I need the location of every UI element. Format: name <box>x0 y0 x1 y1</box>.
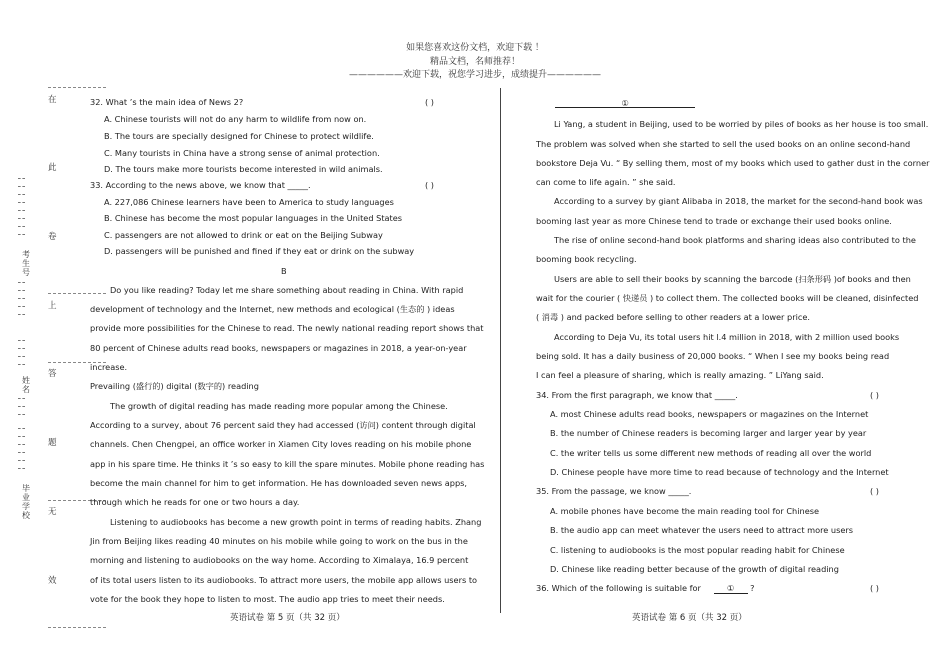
q34-stem: 34. From the first paragraph, we know that _____. <box>536 390 738 400</box>
heading-blank <box>555 98 695 108</box>
passage-line: booming book recycling. <box>536 254 637 264</box>
exam-number-label: 考生号 <box>22 250 30 277</box>
q32-option-a: A. Chinese tourists will not do any harm to wildlife from now on. <box>104 114 367 124</box>
passage-b-line: According to a survey, about 76 percent said they had accessed (访问) content through digital <box>90 420 476 430</box>
passage-line: Li Yang, a student in Beijing, used to be worried by piles of books as her house is too small. <box>554 119 929 129</box>
binding-mark: 卷 <box>48 232 57 242</box>
binding-mark: 答 <box>48 369 57 379</box>
q33-stem: 33. According to the news above, we know that _____. <box>90 180 311 190</box>
name-label: 姓名 <box>22 376 30 394</box>
margin-dash <box>48 293 106 294</box>
q35-option-d: D. Chinese like reading better because of the growth of digital reading <box>550 564 839 574</box>
passage-line: being sold. It has a daily business of 20,000 books. “ When I see my books being read <box>536 351 890 361</box>
q35-option-c: C. listening to audiobooks is the most popular reading habit for Chinese <box>550 545 845 555</box>
blank-number: ① <box>555 98 695 108</box>
q35-option-b: B. the audio app can meet whatever the users need to attract more users <box>550 525 854 535</box>
passage-b-line: morning and listening to audiobooks on the way home. According to Ximalaya, 16.9 percent <box>90 555 469 565</box>
passage-line: bookstore Deja Vu. “ By selling them, most of my books which used to gather dust in the corner <box>536 158 930 168</box>
q36-blank: ① <box>714 583 748 594</box>
binding-mark: 题 <box>48 438 57 448</box>
binding-mark: 上 <box>48 301 57 311</box>
section-b-heading: B <box>281 266 287 276</box>
passage-b-line: become the main channel for him to get information. He has downloaded seven news apps, <box>90 478 468 488</box>
passage-b-line: Listening to audiobooks has become a new growth point in terms of reading habits. Zhang <box>110 517 482 527</box>
passage-line: booming last year as more Chinese tend to trade or exchange their used books online. <box>536 216 892 226</box>
q33-option-c: C. passengers are not allowed to drink or eat on the Beijing Subway <box>104 230 383 240</box>
page-footer-right: 英语试卷 第 6 页（共 32 页） <box>632 613 747 623</box>
q32-stem: 32. What ’s the main idea of News 2? <box>90 97 244 107</box>
passage-b-line: increase. <box>90 362 128 372</box>
passage-b-line: of its total users listen to its audiobooks. To attract more users, the mobile app allows users to <box>90 575 478 585</box>
q36-stem <box>536 583 754 594</box>
q36-question-mark: ? <box>750 583 755 593</box>
passage-line: According to Deja Vu, its total users hit l.4 million in 2018, with 2 million used books <box>554 332 900 342</box>
school-label: 毕业学校 <box>22 484 30 520</box>
binding-mark: 在 <box>48 95 57 105</box>
q32-option-c: C. Many tourists in China have a strong sense of animal protection. <box>104 148 380 158</box>
q36-answer-paren: ( ) <box>870 583 879 593</box>
passage-b-line: channels. Chen Chengpei, an office worker in Xiamen City loves reading on his mobile phone <box>90 439 472 449</box>
passage-line: I can feel a pleasure of sharing, which is really amazing. ” LiYang said. <box>536 370 824 380</box>
column-divider <box>500 88 501 613</box>
q33-option-d: D. passengers will be punished and fined if they eat or drink on the subway <box>104 246 415 256</box>
passage-b-line: Jin from Beijing likes reading 40 minutes on his mobile while going to work on the bus in the <box>90 536 468 546</box>
margin-dash <box>48 627 106 628</box>
passage-line: The rise of online second-hand book platforms and sharing ideas also contributed to the <box>554 235 916 245</box>
q35-answer-paren: ( ) <box>870 486 879 496</box>
passage-line: ( 消毒 ) and packed before selling to other readers at a lower price. <box>536 312 811 322</box>
q34-option-d: D. Chinese people have more time to read because of technology and the Internet <box>550 467 889 477</box>
q34-option-b: B. the number of Chinese readers is becoming larger and larger year by year <box>550 428 867 438</box>
passage-b-line: 80 percent of Chinese adults read books, newspapers or magazines in 2018, a year-on-year <box>90 343 467 353</box>
passage-b-line: development of technology and the Internet, new methods and ecological (生态的 ) ideas <box>90 304 455 314</box>
binding-mark: 效 <box>48 576 57 586</box>
q35-stem: 35. From the passage, we know _____. <box>536 486 692 496</box>
passage-b-subheading: Prevailing (盛行的) digital (数字的) reading <box>90 381 259 391</box>
passage-b-line: The growth of digital reading has made reading more popular among the Chinese. <box>110 401 448 411</box>
q33-option-b: B. Chinese has become the most popular languages in the United States <box>104 213 403 223</box>
q32-option-d: D. The tours make more tourists become interested in wild animals. <box>104 164 383 174</box>
q36-stem-text: 36. Which of the following is suitable for <box>536 583 701 593</box>
binding-mark: 此 <box>48 163 57 173</box>
q32-option-b: B. The tours are specially designed for Chinese to protect wildlife. <box>104 131 374 141</box>
header-line-2: 精品文档，名师推荐！ <box>429 57 520 67</box>
passage-b-line: Do you like reading? Today let me share something about reading in China. With rapid <box>110 285 464 295</box>
passage-line: Users are able to sell their books by scanning the barcode (扫条形码 )of books and then <box>554 274 911 284</box>
page-footer-left: 英语试卷 第 5 页（共 32 页） <box>230 613 345 623</box>
passage-line: can come to life again. ” she said. <box>536 177 676 187</box>
passage-line: The problem was solved when she started to sell the used books on an online second-hand <box>536 139 911 149</box>
q35-option-a: A. mobile phones have become the main reading tool for Chinese <box>550 506 820 516</box>
passage-b-line: vote for the book they hope to listen to most. The audio app tries to meet their needs. <box>90 594 445 604</box>
header-line-1: 如果您喜欢这份文档，欢迎下载 ！ <box>406 43 544 53</box>
q34-option-a: A. most Chinese adults read books, newspapers or magazines on the Internet <box>550 409 869 419</box>
margin-dash <box>48 87 106 88</box>
binding-mark: 无 <box>48 507 57 517</box>
passage-line: According to a survey by giant Alibaba in 2018, the market for the second-hand book was <box>554 196 923 206</box>
q32-answer-paren: ( ) <box>425 97 434 107</box>
passage-line: wait for the courier ( 快递员 ) to collect them. The collected books will be cleaned, disinfected <box>536 293 919 303</box>
q34-option-c: C. the writer tells us some different new methods of reading all over the world <box>550 448 872 458</box>
q33-option-a: A. 227,086 Chinese learners have been to America to study languages <box>104 197 394 207</box>
header-line-3: ——————欢迎下载，祝您学习进步，成绩提升—————— <box>348 70 601 80</box>
passage-b-line: app in his spare time. He thinks it ’s so easy to kill the spare minutes. Mobile phone reading has <box>90 459 485 469</box>
passage-b-line: provide more possibilities for the Chinese to read. The newly national reading report shows that <box>90 323 484 333</box>
passage-b-line: through which he reads for one or two hours a day. <box>90 497 300 507</box>
q34-answer-paren: ( ) <box>870 390 879 400</box>
q33-answer-paren: ( ) <box>425 180 434 190</box>
